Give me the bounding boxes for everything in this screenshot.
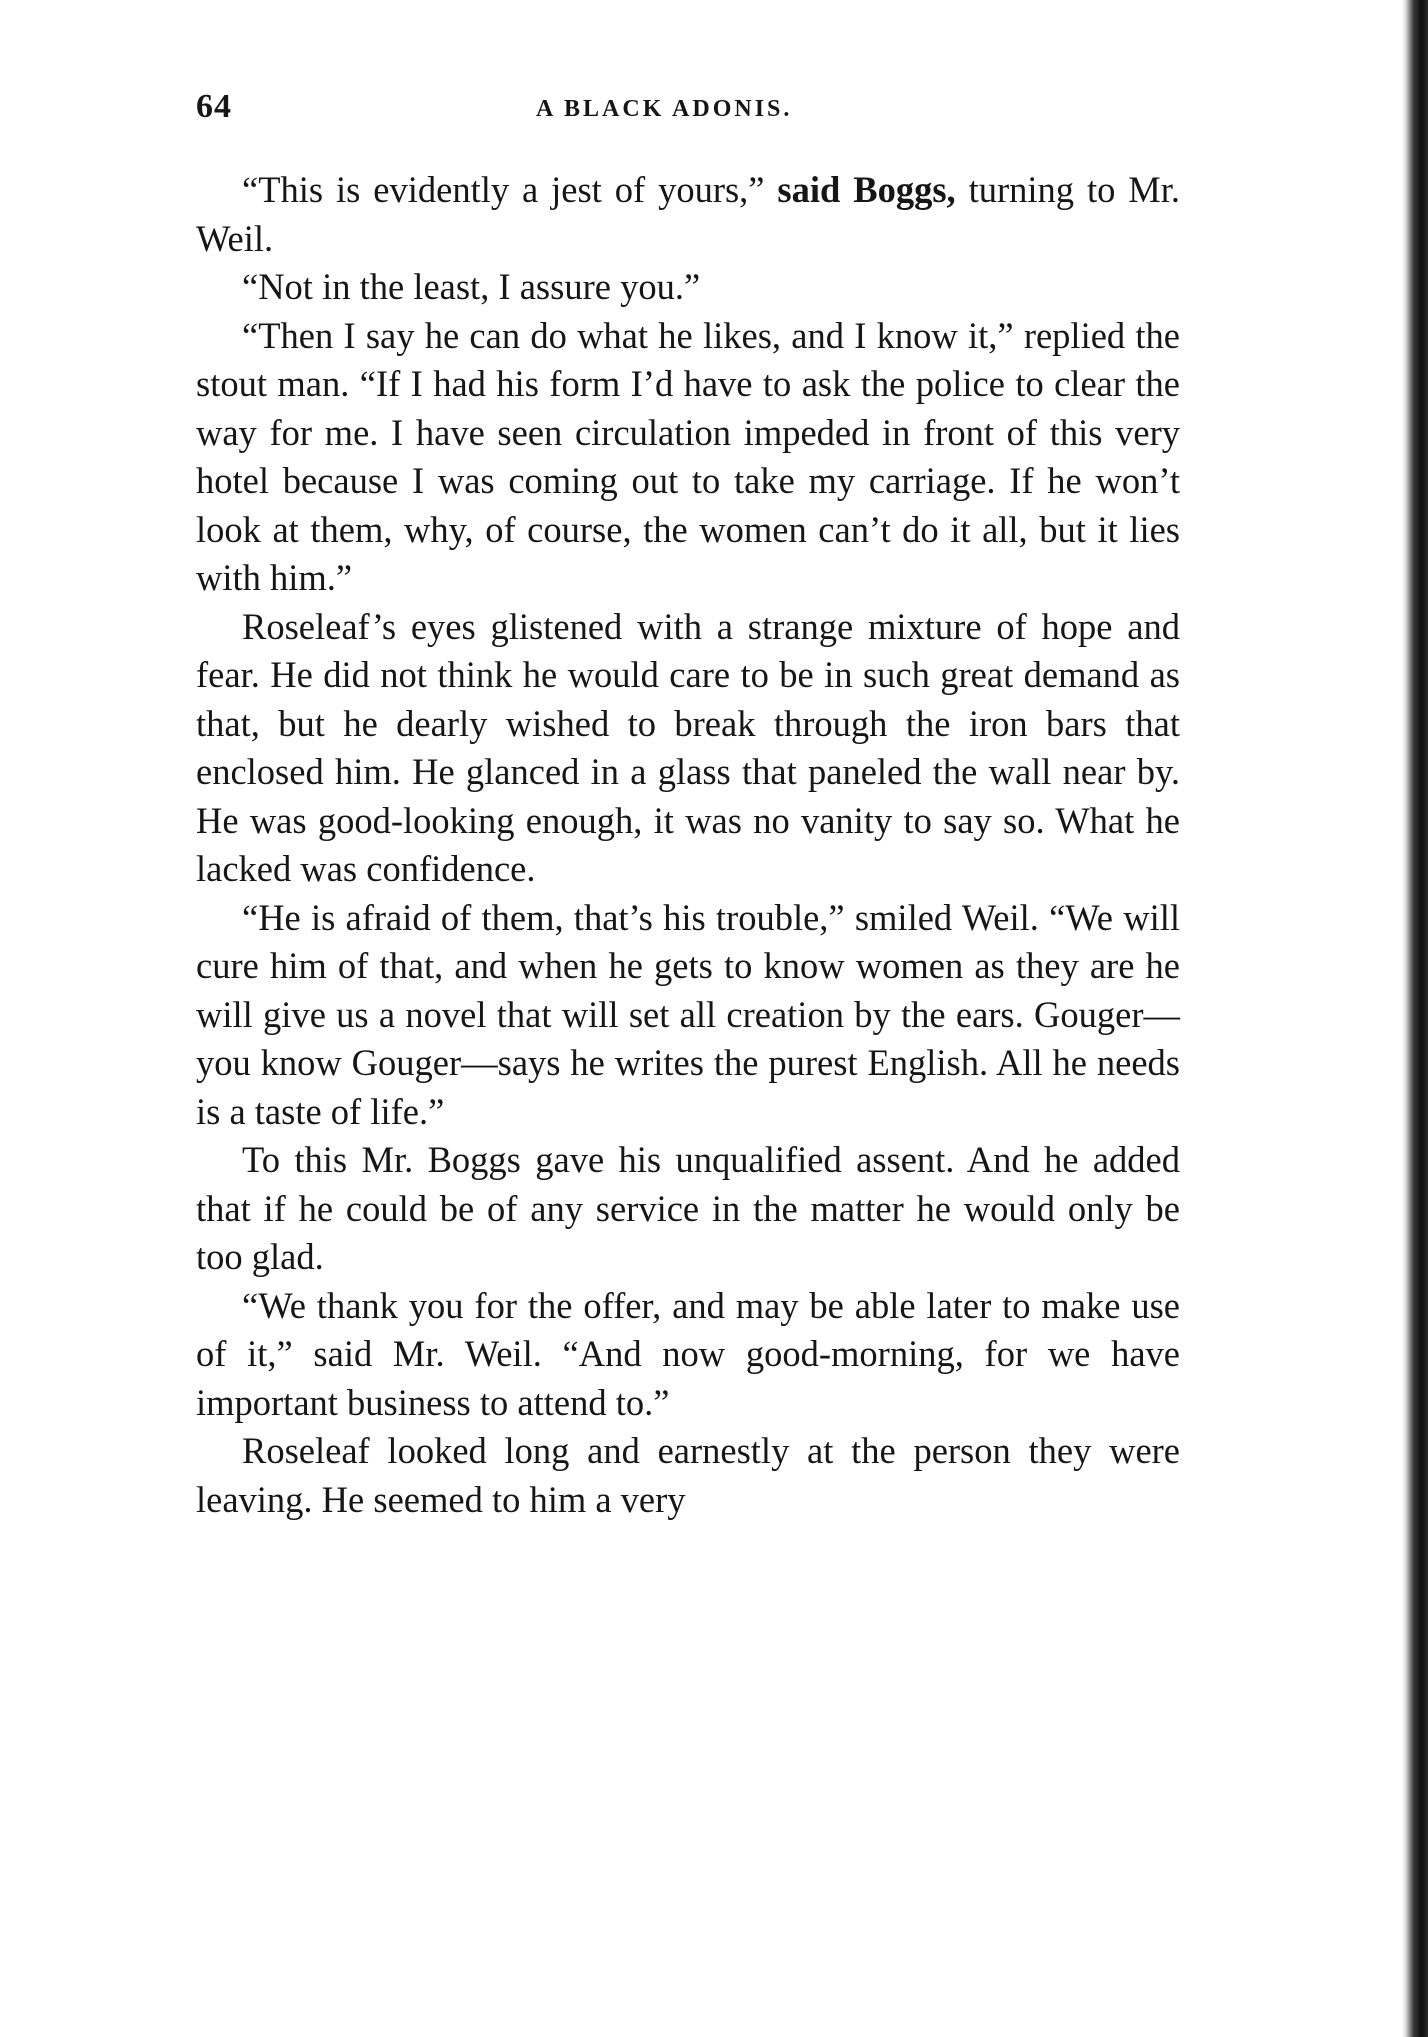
- paragraph-6: To this Mr. Boggs gave his unqualified assent. And he added that if he could be of any service in the matter he would only be too glad.: [196, 1139, 1180, 1277]
- paragraph-7: “We thank you for the offer, and may be able later to make use of it,” said Mr. Weil. “And now good-morning, for we have important business to attend to.”: [196, 1284, 1180, 1423]
- paragraph-8: Roseleaf looked long and earnestly at the person they were leaving. He seemed to him a very: [196, 1430, 1180, 1520]
- paragraph-1-text-after: turning to Mr. Weil.: [196, 169, 1180, 259]
- paragraph-4: Roseleaf’s eyes glistened with a strange mixture of hope and fear. He did not think he would care to be in such great demand as that, but he dearly wished to break through the iron bars that enclosed him. He glanced in a glass that paneled the wall near by. He was good-looking enough, it was no vanity to say so. What he lacked was confidence.: [196, 605, 1180, 889]
- paragraph-1-bold-text: said Boggs,: [777, 169, 956, 210]
- running-head: [196, 88, 1196, 138]
- paragraph-3: “Then I say he can do what he likes, and I know it,” replied the stout man. “If I had his form I’d have to ask the police to clear the way for me. I have seen circulation impeded in front of this very hotel because I was coming out to take my carriage. If he won’t look at them, why, of course, the women can’t do it all, but it lies with him.”: [196, 314, 1180, 598]
- paragraph-5: “He is afraid of them, that’s his trouble,” smiled Weil. “We will cure him of that, and when he gets to know women as they are he will give us a novel that will set all creation by the ears. Gouger—you know Gouger—says he writes the purest English. All he needs is a taste of life.”: [196, 896, 1180, 1132]
- paragraph-1: [196, 166, 1180, 263]
- binding-edge: [1402, 0, 1428, 2037]
- page-number: 64: [196, 88, 232, 125]
- body-text: [196, 166, 1180, 1524]
- paragraph-2: “Not in the least, I assure you.”: [242, 266, 701, 307]
- paragraph-1-text: “This is evidently a jest of yours,”: [242, 169, 778, 210]
- book-title: A BLACK ADONIS.: [536, 96, 793, 122]
